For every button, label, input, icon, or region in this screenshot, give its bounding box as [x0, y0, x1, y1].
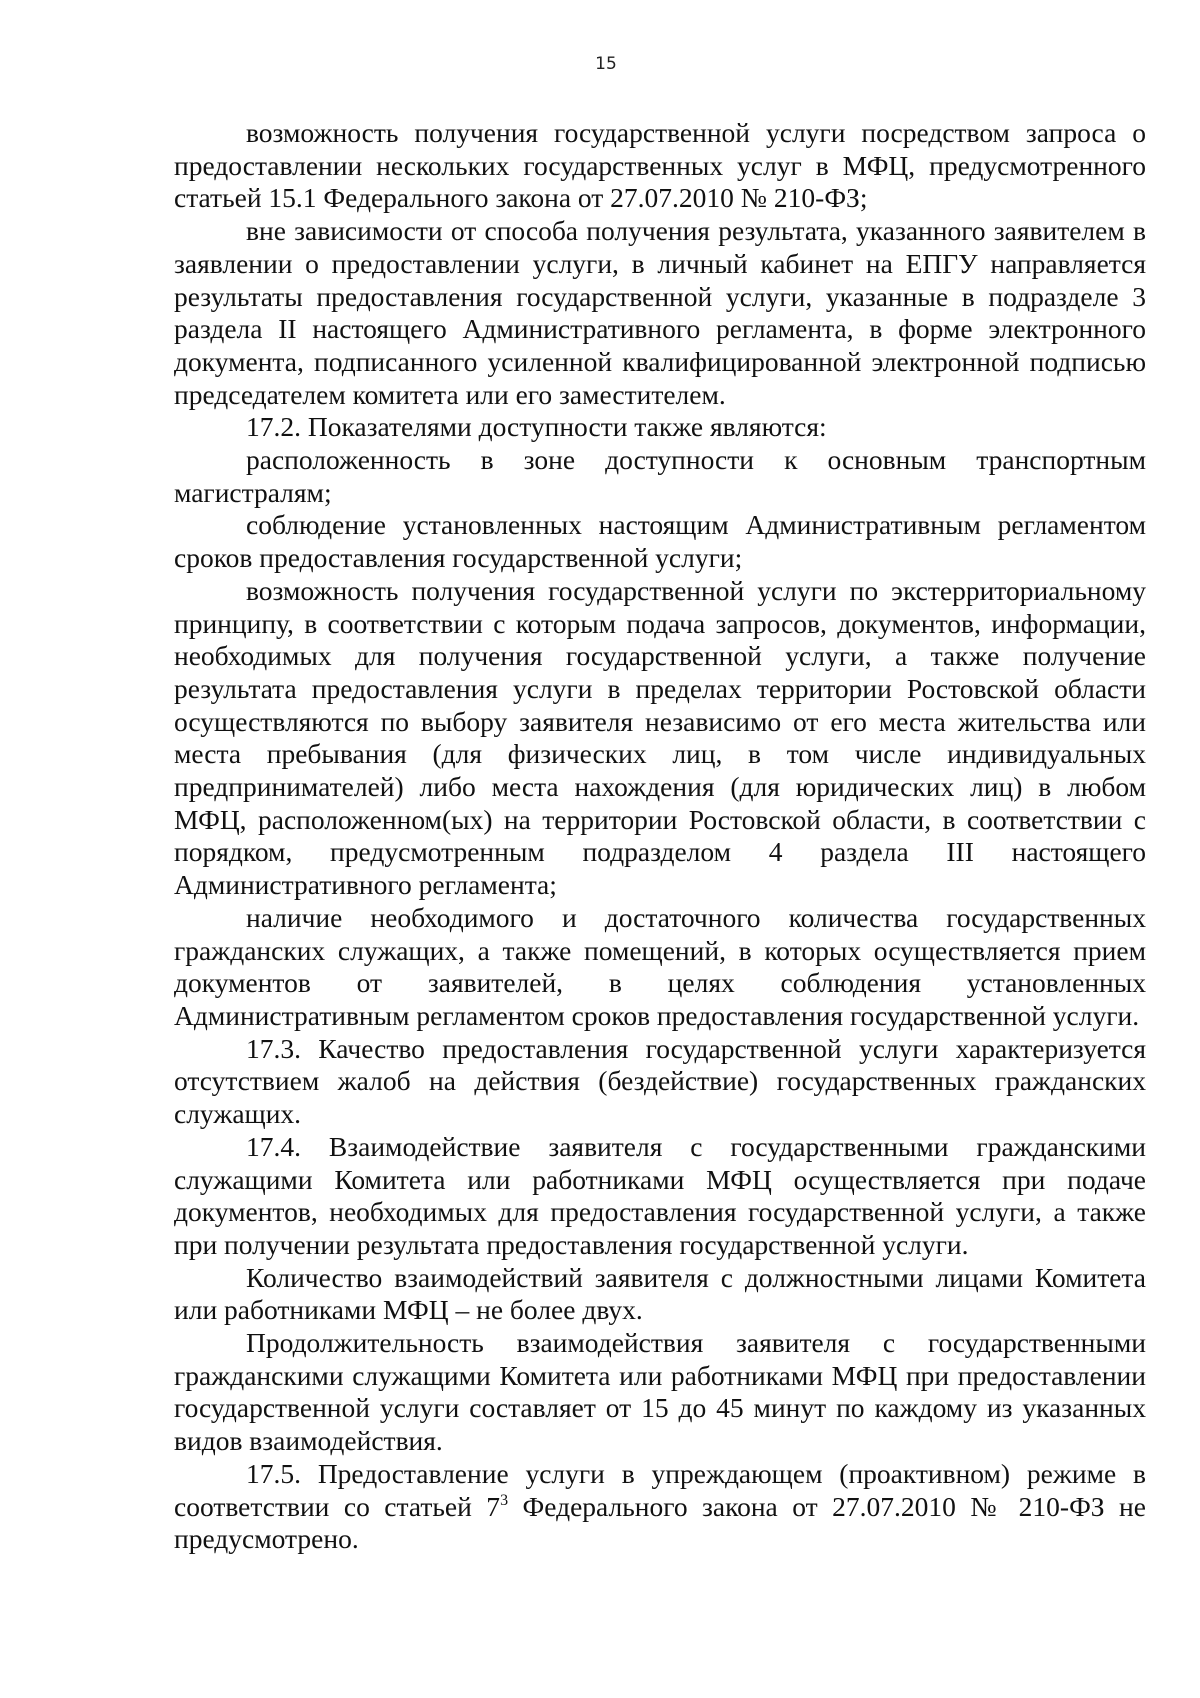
paragraph: Количество взаимодействий заявителя с должностными лицами Комитета или работниками МФЦ – не более двух. — [174, 1261, 1146, 1326]
paragraph: возможность получения государственной услуги посредством запроса о предоставлении нескольких государственных услуг в МФЦ, предусмотренного статьей 15.1 Федерального закона от 27.07.2010 № 210-ФЗ; — [174, 117, 1146, 214]
document-body — [174, 117, 1146, 1556]
paragraph: соблюдение установленных настоящим Административным регламентом сроков предоставления государственной услуги; — [174, 509, 1146, 574]
superscript: 3 — [500, 1491, 509, 1509]
paragraph: 17.2. Показателями доступности также являются: — [246, 411, 827, 443]
paragraph: Продолжительность взаимодействия заявителя с государственными гражданскими служащими Комитета или работниками МФЦ при предоставлении государственной услуги составляет от 15 до 45 минут по каждому из указанных видов взаимодействия. — [174, 1327, 1146, 1457]
paragraph-17-5 — [174, 1458, 1146, 1556]
paragraph: 17.3. Качество предоставления государственной услуги характеризуется отсутствием жалоб на действия (бездействие) государственных гражданских служащих. — [174, 1032, 1146, 1130]
paragraph-text-start: 17.5. Предоставление услуги в упреждающем (проактивном) режиме в соответствии со статьей 7 — [174, 1457, 1146, 1522]
paragraph: расположенность в зоне доступности к основным транспортным магистралям; — [174, 444, 1146, 508]
paragraph: вне зависимости от способа получения результата, указанного заявителем в заявлении о предоставлении услуги, в личный кабинет на ЕПГУ направляется результаты предоставления государственной услуги, указанные в подразделе 3 раздела II настоящего Административного регламента, в форме электронного документа, подписанного усиленной квалифицированной электронной подписью председателем комитета или его заместителем. — [174, 215, 1146, 410]
page-number: 15 — [595, 54, 617, 74]
paragraph: 17.4. Взаимодействие заявителя с государственными гражданскими служащими Комитета или работниками МФЦ осуществляется при подаче документов, необходимых для предоставления государственной услуги, а также при получении результата предоставления государственной услуги. — [174, 1130, 1146, 1260]
paragraph-text-end: Федерального закона от 27.07.2010 № 210-ФЗ не предусмотрено. — [174, 1490, 1146, 1555]
paragraph: наличие необходимого и достаточного количества государственных гражданских служащих, а также помещений, в которых осуществляется прием документов от заявителей, в целях соблюдения установленных Административным регламентом сроков предоставления государственной услуги. — [174, 901, 1146, 1031]
paragraph: возможность получения государственной услуги по экстерриториальному принципу, в соответствии с которым подача запросов, документов, информации, необходимых для получения государственной услуги, а также получение результата предоставления услуги в пределах территории Ростовской области осуществляются по выбору заявителя независимо от его места жительства или места пребывания (для физических лиц, в том числе индивидуальных предпринимателей) либо места нахождения (для юридических лиц) в любом МФЦ, расположенном(ых) на территории Ростовской области, в соответствии с порядком, предусмотренным подразделом 4 раздела III настоящего Административного регламента; — [174, 574, 1146, 901]
